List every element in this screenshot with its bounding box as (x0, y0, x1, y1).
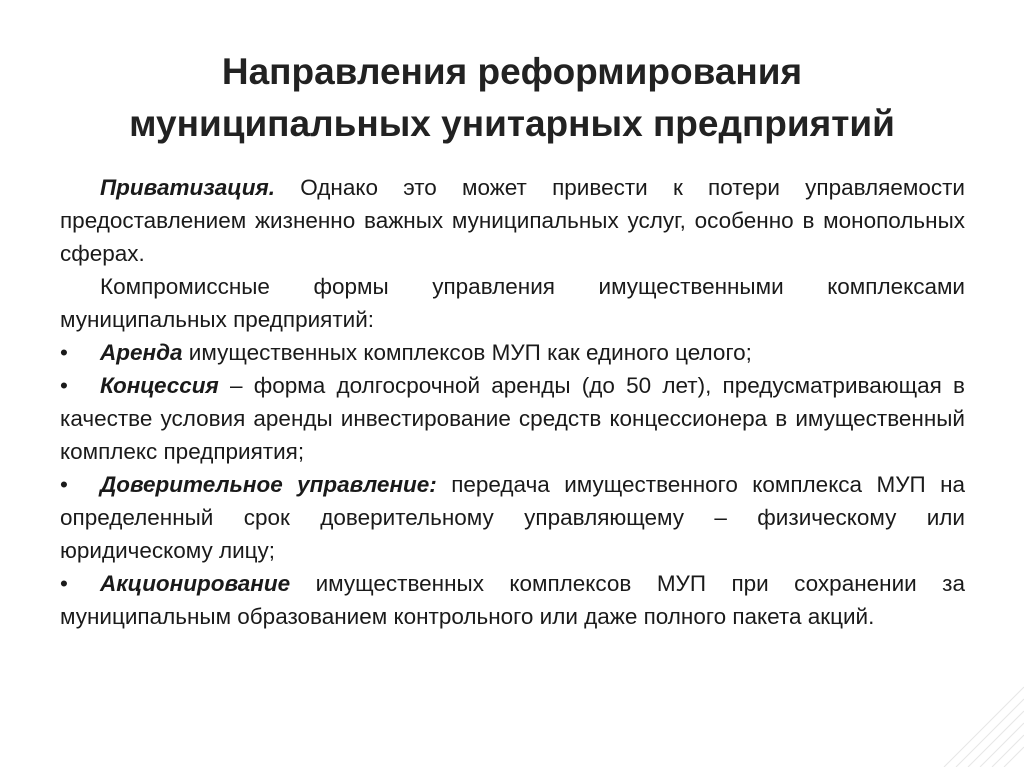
bullet-term: Акционирование (100, 571, 291, 596)
slide-title-line-2: муниципальных унитарных предприятий (129, 103, 895, 144)
list-item-lease (60, 336, 965, 369)
slide-title-line-1: Направления реформирования (221, 51, 803, 92)
bullet-icon: • (60, 472, 68, 497)
privatization-text: Однако это может привести к потери управляемости предоставлением жизненно важных муниципальных услуг, особенно в монопольных сферах. (60, 175, 965, 266)
bullet-term: Аренда (100, 340, 183, 365)
bullet-term: Доверительное управление: (100, 472, 437, 497)
corner-decoration-icon (934, 677, 1024, 767)
bullet-term: Концессия (100, 373, 219, 398)
list-item-trust-management (60, 468, 965, 567)
bullet-text: имущественных комплексов МУП как единого целого; (182, 340, 752, 365)
compromise-forms-list (60, 336, 965, 633)
bullet-icon: • (60, 571, 68, 596)
bullet-icon: • (60, 340, 68, 365)
slide-title (40, 46, 984, 150)
bullet-icon: • (60, 373, 68, 398)
list-item-concession (60, 369, 965, 468)
bullet-text: передача имущественного комплекса МУП на определенный срок доверительному управляющему – физическому или юридическому лицу; (60, 472, 966, 563)
privatization-term: Приватизация (100, 175, 269, 200)
list-item-corporatization (60, 567, 965, 633)
bullet-text: имущественных комплексов МУП при сохранении за муниципальным образованием контрольного или даже полного пакета акций. (60, 571, 965, 629)
bullet-text: – форма долгосрочной аренды (до 50 лет), предусматривающая в качестве условия аренды инвестирование средств концессионера в имущественный комплекс предприятия; (60, 373, 965, 464)
privatization-paragraph (60, 171, 965, 270)
slide-content (60, 171, 965, 633)
privatization-term-suffix: . (268, 175, 276, 200)
compromise-paragraph: Компромиссные формы управления имущественными комплексами муниципальных предприятий: (60, 274, 965, 332)
